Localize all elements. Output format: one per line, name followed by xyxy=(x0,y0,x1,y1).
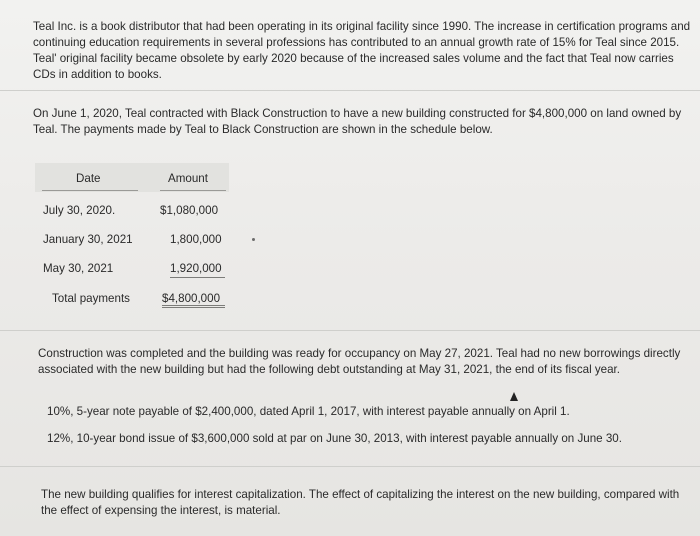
schedule-row-date: January 30, 2021 xyxy=(43,233,133,246)
header-underline xyxy=(42,190,138,191)
schedule-row-amount: $1,080,000 xyxy=(160,204,219,217)
total-double-underline xyxy=(162,305,225,306)
section-divider xyxy=(0,466,700,467)
subtotal-underline xyxy=(170,277,225,278)
capitalization-paragraph: The new building qualifies for interest capitalization. The effect of capitalizing the interest on the new building, compared with the effect of expensing the interest, is material. xyxy=(41,488,680,517)
mouse-cursor-icon xyxy=(510,392,518,401)
schedule-total-amount: $4,800,000 xyxy=(162,292,221,305)
debt-item-note: 10%, 5-year note payable of $2,400,000, dated April 1, 2017, with interest payable annually on April 1. xyxy=(47,405,570,418)
schedule-header-amount: Amount xyxy=(168,172,208,185)
schedule-row-amount: 1,800,000 xyxy=(170,233,222,246)
schedule-row-amount: 1,920,000 xyxy=(170,262,222,275)
header-underline xyxy=(160,190,226,191)
intro-paragraph-2: On June 1, 2020, Teal contracted with Black Construction to have a new building constructed for $4,800,000 on land owned by Teal. The payments made by Teal to Black Construction are shown in the schedule below. xyxy=(33,107,682,136)
schedule-total-label: Total payments xyxy=(52,292,130,305)
schedule-row-date: May 30, 2021 xyxy=(43,262,114,275)
section-divider xyxy=(0,90,700,91)
total-double-underline xyxy=(162,307,225,308)
stray-dot xyxy=(252,238,255,241)
schedule-header-date: Date xyxy=(76,172,101,185)
construction-paragraph: Construction was completed and the building was ready for occupancy on May 27, 2021. Teal had no new borrowings directly associated with the new building but had the following debt outstanding at May 31, 2021, the end of its fiscal year. xyxy=(38,347,681,376)
schedule-row-date: July 30, 2020. xyxy=(43,204,116,217)
intro-paragraph-1: Teal Inc. is a book distributor that had been operating in its original facility since 1990. The increase in certification programs and continuing education requirements in several professions has contributed to an annual growth rate of 15% for Teal since 2015. Teal' original facility became obsolete by early 2020 because of the increased sales volume and the fact that Teal now carries CDs in addition to books. xyxy=(33,20,691,81)
section-divider xyxy=(0,330,700,331)
debt-item-bond: 12%, 10-year bond issue of $3,600,000 sold at par on June 30, 2013, with interest payable annually on June 30. xyxy=(47,432,622,445)
